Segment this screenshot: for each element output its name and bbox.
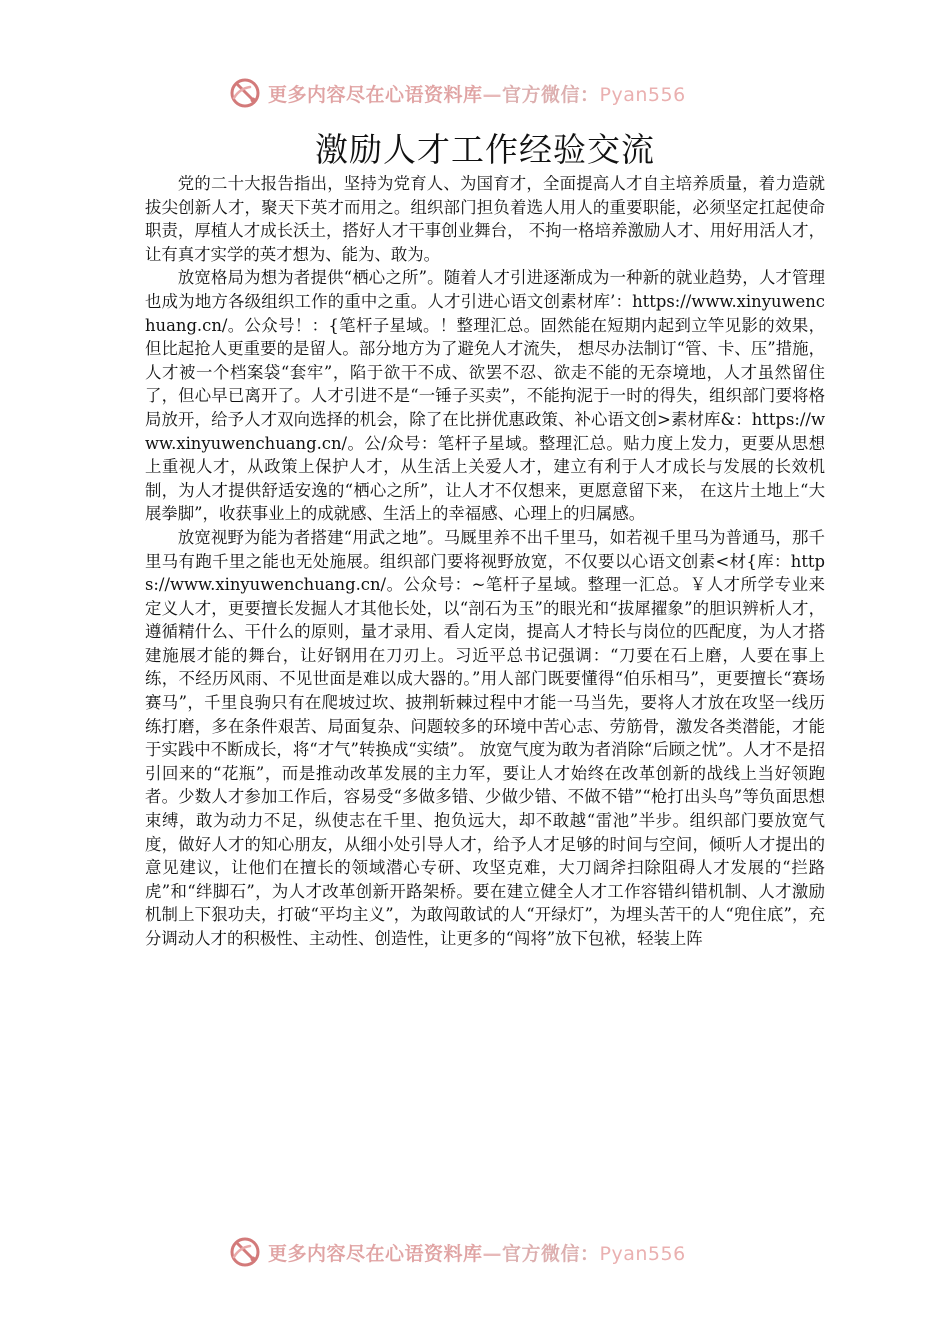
watermark-text [268,1239,686,1266]
watermark-wechat-label: 官方微信： [502,83,600,106]
watermark-wechat-label: 官方微信： [502,1242,600,1265]
header-watermark-banner [228,73,728,113]
document-body [145,172,825,951]
watermark-wechat-id: Pyan556 [599,83,686,106]
footer-watermark-banner [228,1232,728,1272]
watermark-dash: — [482,1242,503,1265]
paragraph-vision: 放宽视野为能为者搭建“用武之地”。马厩里养不出千里马，如若视千里马为普通马，那千里马有跑千里之能也无处施展。组织部门要将视野放宽，不仅要以心语文创素<材{库：https://www.xinyuwenchuang.cn/。公众号：~笔杆子星域。整理一汇总。￥人才所学专业来定义人才，更要擅长发掘人才其他长处，以“剖石为玉”的眼光和“拔犀擢象”的胆识辨析人才，遵循精什么、干什么的原则，量才录用、看人定岗，提高人才特长与岗位的匹配度，为人才搭建施展才能的舞台，让好钢用在刀刃上。习近平总书记强调：“刀要在石上磨，人要在事上练，不经历风雨、不见世面是难以成大器的。”用人部门既要懂得“伯乐相马”，更要擅长“赛场赛马”，千里良驹只有在爬坡过坎、披荆斩棘过程中才能一马当先，要将人才放在攻坚一线历练打磨，多在条件艰苦、局面复杂、问题较多的环境中苦心志、劳筋骨，激发各类潜能，才能于实践中不断成长，将“才气”转换成“实绩”。 放宽气度为敢为者消除“后顾之忧”。人才不是招引回来的“花瓶”，而是推动改革发展的主力军，要让人才始终在改革创新的战线上当好领跑者。少数人才参加工作后，容易受“多做多错、少做少错、不做不错”“枪打出头鸟”等负面思想束缚，敢为动力不足，纵使志在千里、抱负远大，却不敢越“雷池”半步。组织部门要放宽气度，做好人才的知心朋友，从细小处引导人才，给予人才足够的时间与空间，倾听人才提出的意见建议，让他们在擅长的领域潜心专研、攻坚克难，大刀阔斧扫除阻碍人才发展的“拦路虎”和“绊脚石”，为人才改革创新开路架桥。要在建立健全人才工作容错纠错机制、人才激励机制上下狠功夫，打破“平均主义”，为敢闯敢试的人“开绿灯”，为埋头苦干的人“兜住底”，充分调动人才的积极性、主动性、创造性，让更多的“闯将”放下包袱，轻装上阵 [145,527,825,948]
watermark-library: 更多内容尽在心语资料库 [268,83,483,106]
watermark-dash: — [482,83,503,106]
brand-logo-icon [228,76,262,110]
brand-logo-icon [228,1235,262,1269]
watermark-text [268,80,686,107]
paragraph-pattern: 放宽格局为想为者提供“栖心之所”。随着人才引进逐渐成为一种新的就业趋势，人才管理也成为地方各级组织工作的重中之重。人才引进心语文创素材库’：https://www.xinyuwenchuang.cn/。公众号！：{笔杆子星域。！整理汇总。固然能在短期内起到立竿见影的效果，但比起抢人更重要的是留人。部分地方为了避免人才流失， 想尽办法制订“管、卡、压”措施，人才被一个档案袋“套牢”，陷于欲干不成、欲罢不忍、欲走不能的无奈境地，人才虽然留住了，但心早已离开了。人才引进不是“一锤子买卖”，不能拘泥于一时的得失，组织部门要将格局放开，给予人才双向选择的机会，除了在比拼优惠政策、补心语文创>素材库&：https://www.xinyuwenchuang.cn/。公/众号：笔杆子星域。整理汇总。贴力度上发力，更要从思想上重视人才，从政策上保护人才，从生活上关爱人才，建立有利于人才成长与发展的长效机制，为人才提供舒适安逸的“栖心之所”，让人才不仅想来，更愿意留下来， 在这片土地上“大展拳脚”，收获事业上的成就感、生活上的幸福感、心理上的归属感。 [145,268,825,524]
watermark-library: 更多内容尽在心语资料库 [268,1242,483,1265]
watermark-wechat-id: Pyan556 [599,1242,686,1265]
document-title: 激励人才工作经验交流 [315,130,655,169]
paragraph-intro: 党的二十大报告指出，坚持为党育人、为国育才，全面提高人才自主培养质量，着力造就拔尖创新人才，聚天下英才而用之。组织部门担负着选人用人的重要职能，必须坚定扛起使命职责，厚植人才成长沃土，搭好人才干事创业舞台， 不拘一格培养激励人才、用好用活人才，让有真才实学的英才想为、能为、敢为。 [145,174,825,264]
